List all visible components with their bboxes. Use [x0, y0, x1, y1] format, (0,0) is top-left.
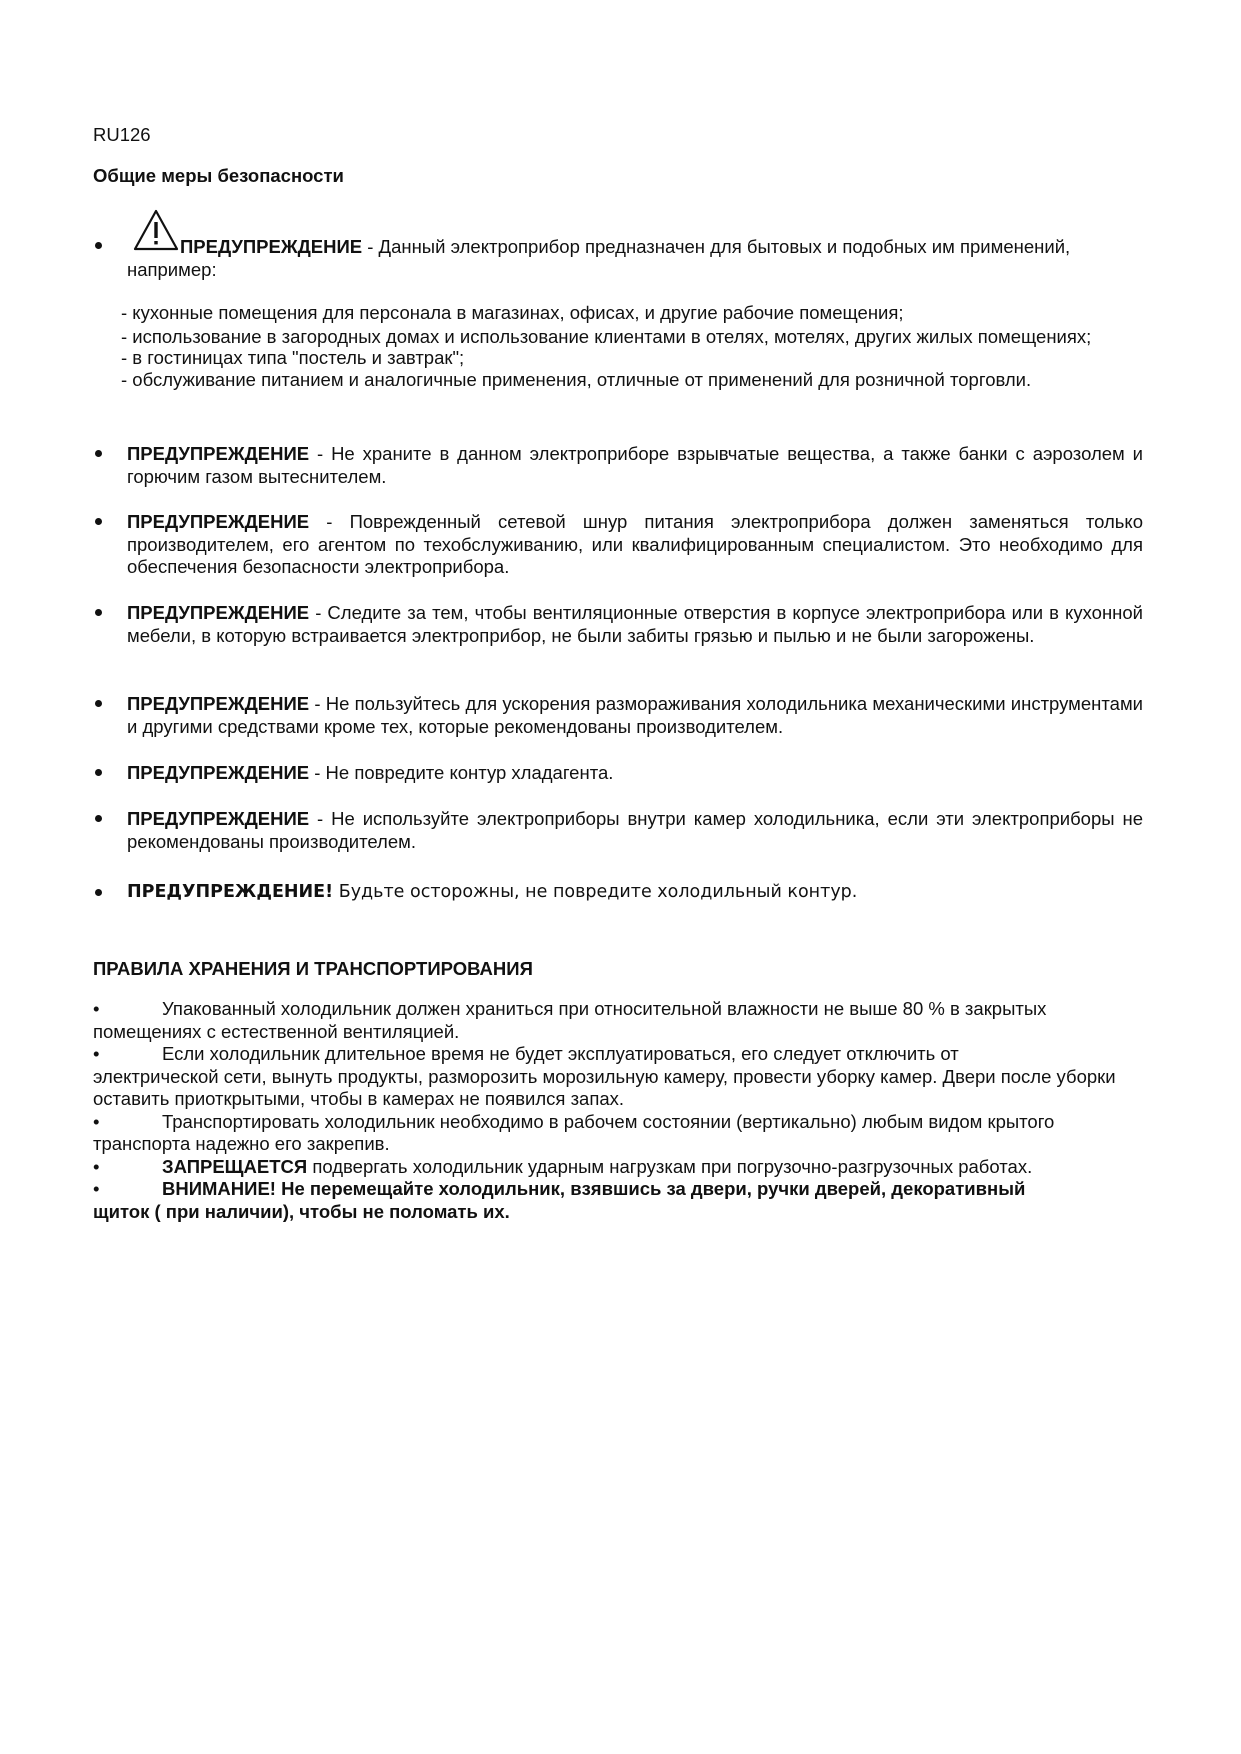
warning-text: - Не используйте электроприборы внутри камер холодильника, если эти электроприборы не рекомендованы производителем.	[127, 808, 1143, 852]
warning-triangle-icon	[133, 209, 179, 251]
bullet	[95, 700, 102, 707]
bullet: •	[93, 1155, 100, 1177]
storage-rule-forbidden	[93, 1156, 1143, 1179]
warning-label: ПРЕДУПРЕЖДЕНИЕ	[180, 236, 363, 257]
warning-2	[127, 443, 1143, 488]
bullet: •	[93, 1043, 100, 1064]
warning-1-text: - Данный электроприбор предназначен для бытовых и подобных им применений,	[362, 236, 1071, 257]
warning-label: ПРЕДУПРЕЖДЕНИЕ	[127, 511, 310, 532]
sub-list-item: - кухонные помещения для персонала в магазинах, офисах, и другие рабочие помещения;	[121, 302, 904, 323]
bullet: •	[93, 1178, 100, 1199]
bullet	[95, 769, 102, 776]
warning-text: - Поврежденный сетевой шнур питания электроприбора должен заменяться только производителем, его агентом по техобслуживанию, или квалифицированным специалистом. Это необходимо для обеспечения безопасности электроприбора.	[127, 511, 1143, 577]
warning-text: - Не храните в данном электроприборе взрывчатые вещества, а также банки с аэрозолем и горючим газом вытеснителем.	[127, 443, 1143, 487]
bullet: •	[93, 998, 100, 1019]
storage-rule-line1: Если холодильник длительное время не будет эксплуатироваться, его следует отключить от	[162, 1043, 959, 1064]
warning-1-line2: например:	[127, 259, 217, 280]
warning-text: Будьте осторожны, не повредите холодильный контур.	[333, 882, 858, 902]
storage-rule-rest: помещениях с естественной вентиляцией.	[93, 1020, 460, 1042]
storage-rule-line1: Упакованный холодильник должен храниться при относительной влажности не выше 80 % в закрытых	[162, 998, 1047, 1019]
storage-rule-line1: Транспортировать холодильник необходимо в рабочем состоянии (вертикально) любым видом крытого	[162, 1110, 1055, 1132]
bullet	[95, 815, 102, 822]
warning-6	[127, 762, 1143, 785]
bullet	[95, 609, 102, 616]
forbidden-text: подвергать холодильник ударным нагрузкам при погрузочно-разгрузочных работах.	[307, 1155, 1033, 1177]
document-code: RU126	[93, 124, 151, 145]
sub-list-item: - обслуживание питанием и аналогичные применения, отличные от применений для розничной торговли.	[121, 368, 1032, 390]
warning-4	[127, 602, 1143, 647]
warning-3	[127, 511, 1143, 579]
warning-label: ПРЕДУПРЕЖДЕНИЕ	[127, 808, 310, 829]
storage-rule-rest: транспорта надежно его закрепив.	[93, 1133, 390, 1154]
bullet	[95, 450, 102, 457]
warning-text: - Не повредите контур хладагента.	[309, 762, 614, 783]
warning-5	[127, 693, 1143, 738]
warning-text: - Не пользуйтесь для ускорения размораживания холодильника механическими инструментами и другими средствами кроме тех, которые рекомендованы производителем.	[127, 693, 1143, 737]
bullet: •	[93, 1110, 100, 1132]
storage-rules-list	[93, 998, 1143, 1223]
section-heading-general-safety: Общие меры безопасности	[93, 165, 344, 186]
storage-rule	[93, 1111, 1143, 1156]
warning-label: ПРЕДУПРЕЖДЕНИЕ	[127, 443, 310, 464]
storage-rule-attention	[93, 1178, 1143, 1223]
section-heading-storage: ПРАВИЛА ХРАНЕНИЯ И ТРАНСПОРТИРОВАНИЯ	[93, 958, 533, 979]
warning-8	[127, 882, 857, 902]
warning-1-line1	[180, 236, 1070, 259]
sub-list-item: - в гостиницах типа "постель и завтрак";	[121, 347, 465, 368]
attention-rest: щиток ( при наличии), чтобы не поломать их.	[93, 1200, 510, 1222]
attention-line1: ВНИМАНИЕ! Не перемещайте холодильник, взявшись за двери, ручки дверей, декоративный	[162, 1178, 1026, 1199]
warning-label-exclaim: ПРЕДУПРЕЖДЕНИЕ!	[127, 882, 334, 902]
bullet	[95, 242, 102, 249]
warning-label: ПРЕДУПРЕЖДЕНИЕ	[127, 693, 310, 714]
warning-7	[127, 808, 1143, 853]
forbidden-label: ЗАПРЕЩАЕТСЯ	[162, 1155, 308, 1177]
storage-rule	[93, 998, 1143, 1043]
bullet	[95, 518, 102, 525]
warning-label: ПРЕДУПРЕЖДЕНИЕ	[127, 602, 310, 623]
warning-1-sub-list	[121, 302, 1143, 390]
storage-rule-rest: электрической сети, вынуть продукты, разморозить морозильную камеру, провести уборку камер. Двери после уборки оставить приоткрытыми, чтобы в камерах не появился запах.	[93, 1065, 1116, 1109]
bullet	[95, 889, 102, 896]
warning-label: ПРЕДУПРЕЖДЕНИЕ	[127, 762, 310, 783]
sub-list-item: - использование в загородных домах и использование клиентами в отелях, мотелях, других жилых помещениях;	[121, 325, 1092, 347]
warning-text: - Следите за тем, чтобы вентиляционные отверстия в корпусе электроприбора или в кухонной мебели, в которую встраивается электроприбор, не были забиты грязью и пылью и не были загорожены.	[127, 602, 1143, 646]
storage-rule	[93, 1043, 1143, 1111]
